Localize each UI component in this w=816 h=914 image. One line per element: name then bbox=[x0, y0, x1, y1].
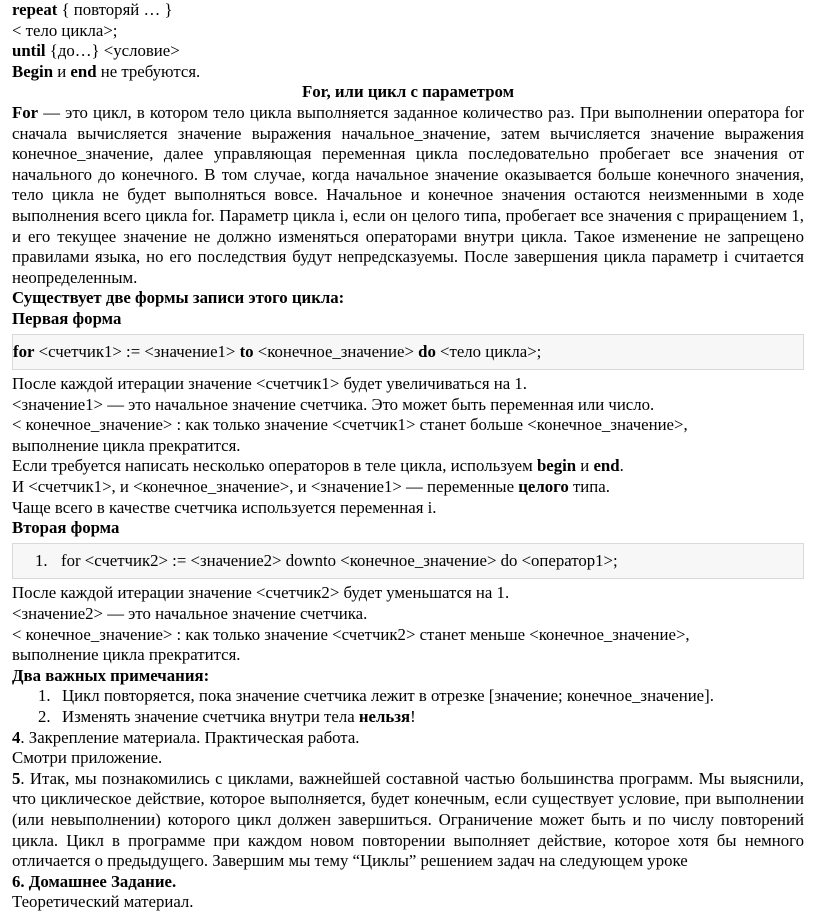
text-line: Теоретический материал. bbox=[12, 892, 194, 912]
text-line: Смотри приложение. bbox=[12, 748, 163, 768]
two-forms-heading: Существует две формы записи этого цикла: bbox=[12, 288, 345, 308]
section-title: For, или цикл с параметром bbox=[301, 82, 515, 102]
text-line: После каждой итерации значение <счетчик1> будет увеличиваться на 1. bbox=[12, 374, 527, 394]
text-line: выполнение цикла прекратится. bbox=[12, 435, 241, 455]
second-form-heading: Вторая форма bbox=[12, 518, 120, 538]
text-line: <значение2> — это начальное значение счетчика. bbox=[12, 604, 368, 624]
list-item: 2. Изменять значение счетчика внутри тела нельзя! bbox=[38, 707, 416, 726]
text-line: Если требуется написать несколько операторов в теле цикла, используем begin и end. bbox=[12, 456, 624, 476]
text-line: И <счетчик1>, и <конечное_значение>, и <значение1> — переменные целого типа. bbox=[12, 477, 610, 497]
until-line: until {до…} <условие> bbox=[12, 41, 180, 61]
section-5-paragraph: 5. Итак, мы познакомились с циклами, важнейшей составной частью большинства программ. Мы выяснили, что циклическое действие, которое выполняется, будет конечным, если существует условие, при выполнении (или невыполнении) которого цикл должен завершиться. Ограничение может быть и по числу повторений цикла. Цикл в программе при каждом новом повторении выполняет действие, которое хотя бы немного отличается о предыдущего. Завершим мы тему “Циклы” решением задач на следующем уроке bbox=[12, 768, 804, 871]
list-item: 1. Цикл повторяется, пока значение счетчика лежит в отрезке [значение; конечное_значение]. bbox=[38, 686, 714, 706]
text-line: Чаще всего в качестве счетчика используется переменная i. bbox=[12, 497, 437, 517]
first-form-heading: Первая форма bbox=[12, 308, 122, 328]
list-number: 1. bbox=[35, 550, 48, 570]
repeat-line: repeat { повторяй … } bbox=[12, 0, 173, 19]
for-keyword: For bbox=[12, 102, 39, 122]
text-line: < конечное_значение> : как только значение <счетчик1> станет больше <конечное_значение>, bbox=[12, 415, 688, 435]
until-keyword: until bbox=[12, 41, 46, 61]
repeat-keyword: repeat bbox=[12, 0, 58, 19]
loop-body-line: < тело цикла>; bbox=[12, 20, 118, 40]
for-paragraph: For — это цикл, в котором тело цикла выполняется заданное количество раз. При выполнении оператора for сначала вычисляется значение выражения начальное_значение, затем вычисляется значение выражения конечное_значение, далее управляющая переменная цикла последовательно пробегает все значения от начального до конечного. В том случае, когда начальное значение оказывается больше конечного значения, тело цикла не будет выполняться вовсе. Начальное и конечное значения остаются неизменными в ходе выполнения всего цикла for. Параметр цикла i, если он целого типа, пробегает все значения с приращением 1, и его текущее значение не должно изменяться операторами внутри цикла. Такое изменение не запрещено правилами языка, но его последствия будут непредсказуемы. После завершения цикла параметр i считается неопределенным. bbox=[12, 102, 804, 287]
notes-heading: Два важных примечания: bbox=[12, 665, 210, 685]
section-4: 4. Закрепление материала. Практическая работа. bbox=[12, 727, 360, 747]
text-line: < конечное_значение> : как только значение <счетчик2> станет меньше <конечное_значение>, bbox=[12, 624, 690, 644]
homework-heading: 6. Домашнее Задание. bbox=[12, 871, 177, 891]
text-line: <значение1> — это начальное значение счетчика. Это может быть переменная или число. bbox=[12, 394, 655, 414]
text-line: выполнение цикла прекратится. bbox=[12, 645, 241, 665]
code-block-second-form: 1. for <счетчик2> := <значение2> downto <конечное_значение> do <оператор1>; bbox=[12, 543, 804, 580]
text-line: После каждой итерации значение <счетчик2> будет уменьшатся на 1. bbox=[12, 583, 510, 603]
code-block-first-form: for <счетчик1> := <значение1> to <конечное_значение> do <тело цикла>; bbox=[12, 334, 804, 371]
begin-end-note: Begin и end не требуются. bbox=[12, 61, 201, 81]
